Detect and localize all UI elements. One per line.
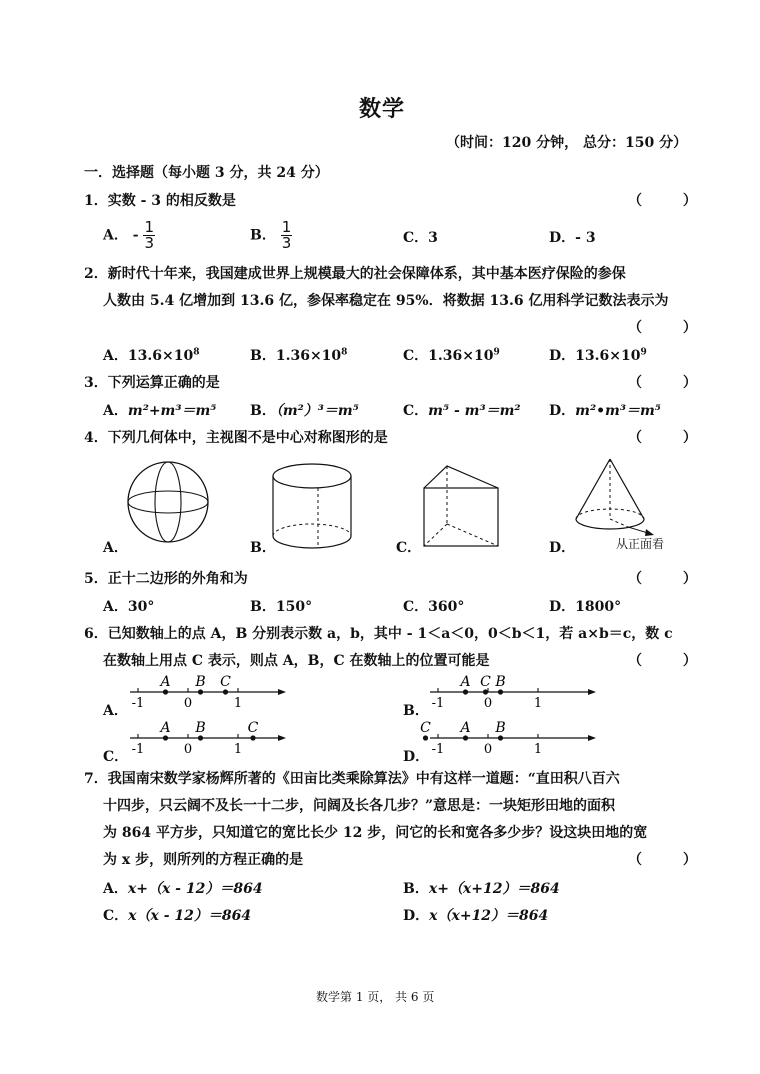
number-line-point-label: B [195, 674, 206, 690]
q3-option-a [103, 400, 216, 420]
page-title: 数学 [359, 96, 406, 122]
q3-option-b [250, 400, 359, 420]
cone-view-caption: 从正面看 [616, 537, 665, 551]
option-letter: C． [403, 599, 429, 615]
q4-option-d-letter: D． [549, 540, 576, 556]
fraction-denominator: 3 [281, 234, 292, 252]
q1-option-c [403, 227, 438, 247]
q6-option-c-letter: C． [103, 749, 129, 765]
q7-answer-paren[interactable]: （ ） [628, 852, 715, 868]
number-line-tick-label: -1 [131, 742, 145, 757]
option-letter: D． [549, 403, 576, 419]
number-line-point-label: C [480, 674, 491, 690]
q7-option-d [403, 905, 548, 925]
number-line-point [463, 689, 468, 694]
option-base: 1.36×10 [275, 348, 342, 364]
number-line-point-label: A [160, 720, 171, 736]
page-footer: 数学第 1 页， 共 6 页 [316, 990, 435, 1004]
q6-option-a-letter: A． [103, 703, 128, 719]
number-line-point [498, 735, 503, 740]
fraction-numerator: 1 [144, 218, 154, 236]
option-text: 3 [428, 230, 438, 246]
number-line-point-label: B [495, 720, 506, 736]
number-line-tick-label: 0 [183, 742, 193, 757]
number-line-tick-label: 1 [533, 696, 543, 711]
q7-option-a [103, 878, 263, 898]
q7-option-b [403, 878, 560, 898]
option-letter: C． [103, 908, 129, 924]
number-line-b [428, 670, 598, 710]
q4-stem: 4．下列几何体中，主视图不是中心对称图形的是 [84, 430, 388, 446]
number-line-tick-label: 1 [233, 696, 243, 711]
option-letter: A． [103, 881, 128, 897]
q2-stem-line-1: 2．新时代十年来，我国建成世界上规模最大的社会保障体系，其中基本医疗保险的参保 [84, 266, 626, 282]
number-line-point [198, 735, 203, 740]
q7-stem-line-1: 7．我国南宋数学家杨辉所著的《田亩比类乘除算法》中有这样一道题：“直田积八百六 [84, 771, 620, 787]
number-line-tick-label: 0 [483, 742, 493, 757]
number-line-point [250, 735, 255, 740]
q1-answer-paren[interactable]: （ ） [628, 193, 715, 209]
q3-stem: 3．下列运算正确的是 [84, 375, 220, 391]
number-line-point [163, 735, 168, 740]
option-letter: C． [403, 348, 429, 364]
q5-answer-paren[interactable]: （ ） [628, 571, 715, 587]
q3-option-c [403, 400, 521, 420]
number-line-tick-label: -1 [431, 742, 445, 757]
q5-stem: 5．正十二边形的外角和为 [84, 571, 248, 587]
q7-stem-line-4: 为 x 步，则所列的方程正确的是 [103, 852, 304, 868]
q1-option-b [250, 220, 292, 251]
option-base: 13.6×10 [575, 348, 641, 364]
option-text: m²•m³＝m⁵ [575, 403, 661, 419]
q4-option-a-letter: A． [103, 540, 128, 556]
number-line-point-label: C [247, 720, 259, 736]
number-line-point [198, 689, 203, 694]
number-line-point [483, 689, 488, 694]
q2-answer-paren[interactable]: （ ） [628, 320, 715, 336]
option-text: x（x - 12）＝864 [128, 908, 252, 924]
triangular-prism-figure [418, 462, 508, 552]
option-letter: D． [549, 348, 576, 364]
number-line-c [128, 716, 288, 756]
q7-stem-line-2: 十四步，只云阔不及长一十二步，问阔及长各几步？”意思是：一块矩形田地的面积 [103, 798, 616, 814]
number-line-point-label: A [460, 720, 471, 736]
option-text: x+（x - 12）＝864 [127, 881, 263, 897]
q5-option-a [103, 596, 154, 616]
number-line-tick-label: 1 [533, 742, 543, 757]
option-text: 1800° [575, 599, 622, 615]
number-line-point-label: C [220, 674, 231, 690]
option-letter: C． [403, 403, 429, 419]
option-letter: B． [250, 599, 276, 615]
q6-option-b-letter: B． [403, 703, 429, 719]
number-line-point-label: A [160, 674, 171, 690]
q7-option-c [103, 905, 251, 925]
q2-option-a [103, 345, 199, 365]
q3-option-d [549, 400, 661, 420]
q6-stem-line-2: 在数轴上用点 C 表示，则点 A，B，C 在数轴上的位置可能是 [103, 653, 490, 669]
option-letter: A． [103, 599, 128, 615]
number-line-arrow [278, 689, 286, 695]
q4-option-b-letter: B． [250, 540, 276, 556]
q5-option-d [549, 596, 621, 616]
option-text: - 3 [575, 230, 596, 246]
number-line-tick-label: 1 [233, 742, 243, 757]
option-text: m⁵ - m³＝m² [428, 403, 521, 419]
number-line-arrow [588, 735, 596, 741]
fraction-numerator: 1 [281, 218, 292, 236]
sphere-figure [120, 460, 220, 550]
option-letter: D． [549, 599, 576, 615]
q6-stem-line-1: 6．已知数轴上的点 A，B 分别表示数 a，b，其中 - 1＜a＜0，0＜b＜1，若 a×b＝c，数 c [84, 626, 673, 642]
number-line-point-label: C [420, 720, 431, 736]
option-exponent: 8 [193, 347, 200, 358]
number-line-tick-label: 0 [483, 696, 493, 711]
number-line-tick-label: -1 [131, 696, 145, 711]
option-letter: A． [103, 348, 128, 364]
option-letter: B． [250, 227, 276, 244]
number-line-tick-label: -1 [431, 696, 445, 711]
option-letter: D． [403, 908, 430, 924]
option-letter: B． [250, 403, 276, 419]
q4-answer-paren[interactable]: （ ） [628, 430, 715, 446]
option-exponent: 9 [640, 347, 647, 358]
option-text: m²+m³＝m⁵ [127, 403, 217, 419]
q2-option-b [250, 345, 347, 365]
option-text: 30° [127, 599, 155, 615]
option-exponent: 8 [341, 347, 348, 358]
q5-option-b [250, 596, 312, 616]
q6-option-d-letter: D． [403, 749, 430, 765]
q1-option-a [103, 220, 155, 251]
option-base: 1.36×10 [428, 348, 494, 364]
q1-option-d [549, 227, 596, 247]
option-text: （m²）³＝m⁵ [275, 403, 359, 419]
number-line-point-label: B [195, 720, 206, 736]
number-line-point-label: A [460, 674, 471, 690]
option-letter: D． [549, 230, 576, 246]
q1-stem: 1．实数 - 3 的相反数是 [84, 193, 236, 209]
q2-option-d [549, 345, 647, 365]
option-sign: - [132, 227, 139, 244]
number-line-d [420, 716, 598, 757]
number-line-point [498, 689, 503, 694]
q2-stem-line-2: 人数由 5.4 亿增加到 13.6 亿，参保率稳定在 95%．将数据 13.6 亿用科学记数法表示为 [103, 293, 669, 309]
cylinder-figure [268, 460, 368, 555]
number-line-arrow [588, 689, 596, 695]
q5-option-c [403, 596, 464, 616]
fraction [281, 220, 293, 251]
q3-answer-paren[interactable]: （ ） [628, 375, 715, 391]
option-text: x（x+12）＝864 [429, 908, 549, 924]
option-letter: C． [403, 230, 429, 246]
q2-option-c [403, 345, 500, 365]
section-heading: 一．选择题（每小题 3 分，共 24 分） [84, 165, 329, 181]
number-line-point [163, 689, 168, 694]
option-letter: B． [403, 881, 429, 897]
fraction-denominator: 3 [144, 234, 154, 252]
number-line-tick-label: 0 [183, 696, 193, 711]
number-line-point [463, 735, 468, 740]
option-text: 360° [428, 599, 465, 615]
q6-answer-paren[interactable]: （ ） [628, 653, 715, 669]
q4-option-c-letter: C． [396, 540, 422, 556]
option-text: x+（x+12）＝864 [428, 881, 560, 897]
cone-figure [570, 455, 680, 540]
time-info: （时间：120 分钟， 总分：150 分） [446, 135, 688, 151]
number-line-a [128, 670, 288, 710]
number-line-arrow [278, 735, 286, 741]
option-letter: A． [103, 227, 128, 244]
option-base: 13.6×10 [127, 348, 194, 364]
fraction [143, 220, 155, 251]
option-text: 150° [275, 599, 313, 615]
option-exponent: 9 [493, 347, 500, 358]
number-line-point-label: B [495, 674, 506, 690]
q7-stem-line-3: 为 864 平方步，只知道它的宽比长少 12 步，问它的长和宽各多少步？设这块田地的宽 [103, 825, 648, 841]
option-letter: B． [250, 348, 276, 364]
number-line-point [423, 735, 428, 740]
number-line-point [223, 689, 228, 694]
option-letter: A． [103, 403, 128, 419]
